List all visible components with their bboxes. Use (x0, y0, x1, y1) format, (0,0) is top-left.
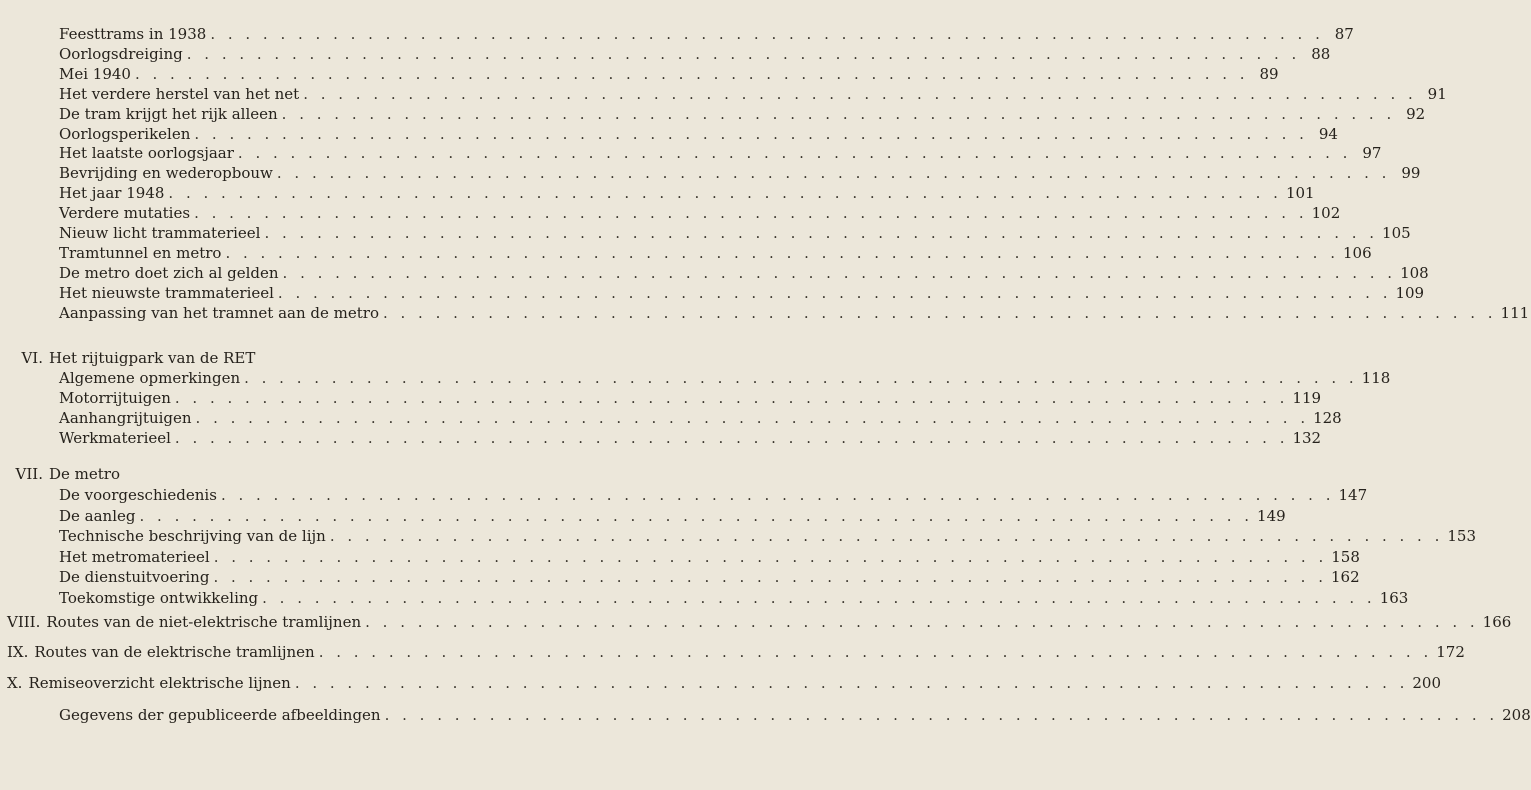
entry-title: Technische beschrijving van de lijn (59, 527, 326, 545)
entry-title: De metro (49, 465, 121, 483)
toc-entry (59, 25, 1354, 44)
page-number: 89 (1259, 64, 1279, 83)
entry-title: Toekomstige ontwikkeling (59, 588, 259, 607)
page-number: 97 (1362, 144, 1382, 163)
toc-entry (59, 243, 1372, 263)
chapter-entry-x (7, 674, 1442, 693)
entry-title: Het laatste oorlogsjaar (59, 144, 234, 163)
page-number: 118 (1361, 369, 1391, 387)
dot-leader: . . . . . . . . . . . . . . . . . . . . . . . . . . . . . . . . . . . . . . . . . . . . . . . . . . . . . . . . . . . . . . . . (225, 243, 1339, 262)
entry-title: Motorrijtuigen (59, 389, 171, 407)
page-number: 208 (1502, 706, 1531, 724)
dot-leader: . . . . . . . . . . . . . . . . . . . . . . . . . . . . . . . . . . . . . . . . . . . . . . . . . . . . . . . . . . . . . . . . (194, 204, 1308, 223)
page-number: 166 (1482, 613, 1512, 631)
dot-leader: . . . . . . . . . . . . . . . . . . . . . . . . . . . . . . . . . . . . . . . . . . . . . . . . . . . . . . . . . . . . . . . . (382, 303, 1497, 322)
dot-leader: . . . . . . . . . . . . . . . . . . . . . . . . . . . . . . . . . . . . . . . . . . . . . . . . . . . . . . . . . . . . . . . . (365, 613, 1479, 631)
page-number: 158 (1331, 547, 1360, 566)
dot-leader: . . . . . . . . . . . . . . . . . . . . . . . . . . . . . . . . . . . . . . . . . . . . . . . . . . . . . . . . . . . . . . . . (384, 706, 1499, 724)
page-number: 109 (1395, 283, 1425, 302)
page-number: 91 (1427, 84, 1447, 103)
chapter-number: X. (7, 674, 23, 692)
entry-title: Het metromaterieel (59, 547, 210, 566)
chapter-number: IX. (7, 643, 29, 661)
dot-leader: . . . . . . . . . . . . . . . . . . . . . . . . . . . . . . . . . . . . . . . . . . . . . . . . . . . . . . . . . . . . . . . . (186, 44, 1301, 63)
entry-title: Algemene opmerkingen (59, 369, 241, 387)
dot-leader: . . . . . . . . . . . . . . . . . . . . . . . . . . . . . . . . . . . . . . . . . . . . . . . . . . . . . . . . . . . . . . . . (194, 124, 1308, 143)
toc-entry (59, 283, 1425, 303)
toc-entry (59, 547, 1360, 567)
toc-entry (59, 84, 1447, 104)
entry-title: Gegevens der gepubliceerde afbeeldingen (59, 706, 381, 724)
page-number: 149 (1257, 506, 1286, 525)
toc-entry (59, 506, 1286, 526)
entry-title: De metro doet zich al gelden (59, 263, 279, 282)
page-number: 128 (1313, 409, 1342, 427)
toc-entry (59, 568, 1360, 587)
entry-title: De tram krijgt het rijk alleen (59, 104, 278, 123)
entry-title: Werkmaterieel (59, 429, 171, 447)
page-number: 88 (1311, 44, 1331, 63)
page-number: 101 (1285, 184, 1315, 203)
page-number: 200 (1412, 674, 1442, 692)
entry-title: Het verdere herstel van het net (59, 84, 300, 103)
page-number: 147 (1338, 486, 1368, 504)
dot-leader: . . . . . . . . . . . . . . . . . . . . . . . . . . . . . . . . . . . . . . . . . . . . . . . . . . . . . . . . . . . . . . . . (210, 25, 1324, 43)
entry-title: Aanpassing van het tramnet aan de metro (59, 303, 379, 322)
toc-entry (59, 263, 1429, 283)
entry-title: Aanhangrijtuigen (59, 409, 192, 427)
dot-leader: . . . . . . . . . . . . . . . . . . . . . . . . . . . . . . . . . . . . . . . . . . . . . . . . . . . . . . . . . . . . . . . . (174, 389, 1289, 407)
dot-leader: . . . . . . . . . . . . . . . . . . . . . . . . . . . . . . . . . . . . . . . . . . . . . . . . . . . . . . . . . . . . . . . . (213, 547, 1328, 566)
entry-title: Het nieuwste trammaterieel (59, 283, 274, 302)
entry-title: Remiseoverzicht elektrische lijnen (28, 674, 291, 692)
page-number: 105 (1382, 224, 1411, 242)
dot-leader: . . . . . . . . . . . . . . . . . . . . . . . . . . . . . . . . . . . . . . . . . . . . . . . . . . . . . . . . . . . . . . . . (168, 184, 1282, 203)
page-number: 162 (1330, 568, 1360, 586)
dot-leader: . . . . . . . . . . . . . . . . . . . . . . . . . . . . . . . . . . . . . . . . . . . . . . . . . . . . . . . . . . . . . . . . (282, 263, 1397, 282)
chapter-number: VI. (21, 349, 43, 367)
toc-entry (59, 588, 1409, 608)
toc-entry (59, 204, 1341, 223)
entry-title: Feesttrams in 1938 (59, 25, 207, 43)
toc-entry (59, 64, 1279, 84)
page-number: 92 (1406, 104, 1426, 123)
dot-leader: . . . . . . . . . . . . . . . . . . . . . . . . . . . . . . . . . . . . . . . . . . . . . . . . . . . . . . . . . . . . . . . . (281, 104, 1396, 123)
entry-title: Het rijtuigpark van de RET (49, 349, 256, 367)
dot-leader: . . . . . . . . . . . . . . . . . . . . . . . . . . . . . . . . . . . . . . . . . . . . . . . . . . . . . . . . . . . . . . . . (277, 283, 1392, 302)
dot-leader: . . . . . . . . . . . . . . . . . . . . . . . . . . . . . . . . . . . . . . . . . . . . . . . . . . . . . . . . . . . . . . . . (213, 568, 1327, 586)
dot-leader: . . . . . . . . . . . . . . . . . . . . . . . . . . . . . . . . . . . . . . . . . . . . . . . . . . . . . . . . . . . . . . . . (195, 409, 1310, 427)
dot-leader: . . . . . . . . . . . . . . . . . . . . . . . . . . . . . . . . . . . . . . . . . . . . . . . . . . . . . . . . . . . . . . . . (134, 64, 1249, 83)
page-number: 94 (1318, 124, 1338, 143)
toc-entry (59, 369, 1391, 388)
toc-entry (59, 429, 1322, 448)
entry-title: Routes van de niet-elektrische tramlijnen (46, 613, 362, 631)
chapter-number: VII. (15, 465, 43, 483)
page-number: 153 (1447, 527, 1476, 545)
entry-title: Tramtunnel en metro (59, 243, 222, 262)
toc-entry (59, 389, 1322, 408)
toc-entry (59, 144, 1382, 163)
page-number: 108 (1400, 263, 1429, 282)
toc-entry (59, 303, 1530, 323)
toc-entry (59, 44, 1331, 64)
page-number: 99 (1401, 164, 1421, 183)
entry-title: Verdere mutaties (59, 204, 191, 223)
entry-title: Oorlogsdreiging (59, 44, 183, 63)
dot-leader: . . . . . . . . . . . . . . . . . . . . . . . . . . . . . . . . . . . . . . . . . . . . . . . . . . . . . . . . . . . . . . . . (244, 369, 1358, 387)
entry-title: Bevrijding en wederopbouw (59, 164, 273, 183)
dot-leader: . . . . . . . . . . . . . . . . . . . . . . . . . . . . . . . . . . . . . . . . . . . . . . . . . . . . . . . . . . . . . . . . (264, 224, 1379, 242)
entry-title: De voorgeschiedenis (59, 486, 217, 504)
page-number: 87 (1334, 25, 1354, 43)
toc-entry (59, 527, 1476, 546)
toc-entry (59, 486, 1368, 505)
page-number: 119 (1292, 389, 1322, 407)
chapter-heading-vi (7, 349, 487, 368)
toc-entry (59, 224, 1411, 243)
page-number: 111 (1500, 303, 1530, 322)
page-number: 132 (1292, 429, 1322, 447)
chapter-entry-viii (7, 613, 1512, 632)
page-number: 106 (1342, 243, 1372, 262)
dot-leader: . . . . . . . . . . . . . . . . . . . . . . . . . . . . . . . . . . . . . . . . . . . . . . . . . . . . . . . . . . . . . . . . (237, 144, 1352, 163)
dot-leader: . . . . . . . . . . . . . . . . . . . . . . . . . . . . . . . . . . . . . . . . . . . . . . . . . . . . . . . . . . . . . . . . (303, 84, 1417, 103)
toc-entry (59, 409, 1342, 428)
entry-title: Oorlogsperikelen (59, 124, 191, 143)
page-number: 102 (1311, 204, 1341, 223)
toc-entry (59, 104, 1426, 124)
entry-title: Routes van de elektrische tramlijnen (34, 643, 315, 661)
dot-leader: . . . . . . . . . . . . . . . . . . . . . . . . . . . . . . . . . . . . . . . . . . . . . . . . . . . . . . . . . . . . . . . . (174, 429, 1289, 447)
toc-entry (59, 164, 1421, 183)
dot-leader: . . . . . . . . . . . . . . . . . . . . . . . . . . . . . . . . . . . . . . . . . . . . . . . . . . . . . . . . . . . . . . . . (220, 486, 1335, 504)
chapter-number: VIII. (7, 613, 41, 631)
page-number: 163 (1379, 588, 1409, 607)
dot-leader: . . . . . . . . . . . . . . . . . . . . . . . . . . . . . . . . . . . . . . . . . . . . . . . . . . . . . . . . . . . . . . . . (276, 164, 1391, 183)
appendix-entry (59, 706, 1531, 725)
entry-title: De aanleg (59, 506, 136, 525)
page-number: 172 (1436, 643, 1465, 661)
entry-title: Het jaar 1948 (59, 184, 165, 203)
toc-entry (59, 184, 1315, 203)
entry-title: Mei 1940 (59, 64, 131, 83)
dot-leader: . . . . . . . . . . . . . . . . . . . . . . . . . . . . . . . . . . . . . . . . . . . . . . . . . . . . . . . . . . . . . . . . (329, 527, 1444, 545)
dot-leader: . . . . . . . . . . . . . . . . . . . . . . . . . . . . . . . . . . . . . . . . . . . . . . . . . . . . . . . . . . . . . . . . (139, 506, 1254, 525)
entry-title: Nieuw licht trammaterieel (59, 224, 261, 242)
entry-title: De dienstuitvoering (59, 568, 210, 586)
dot-leader: . . . . . . . . . . . . . . . . . . . . . . . . . . . . . . . . . . . . . . . . . . . . . . . . . . . . . . . . . . . . . . . . (294, 674, 1409, 692)
dot-leader: . . . . . . . . . . . . . . . . . . . . . . . . . . . . . . . . . . . . . . . . . . . . . . . . . . . . . . . . . . . . . . . . (262, 588, 1376, 607)
chapter-entry-ix (7, 643, 1465, 662)
dot-leader: . . . . . . . . . . . . . . . . . . . . . . . . . . . . . . . . . . . . . . . . . . . . . . . . . . . . . . . . . . . . . . . . (318, 643, 1433, 661)
chapter-heading-vii (7, 465, 487, 484)
toc-entry (59, 124, 1338, 144)
